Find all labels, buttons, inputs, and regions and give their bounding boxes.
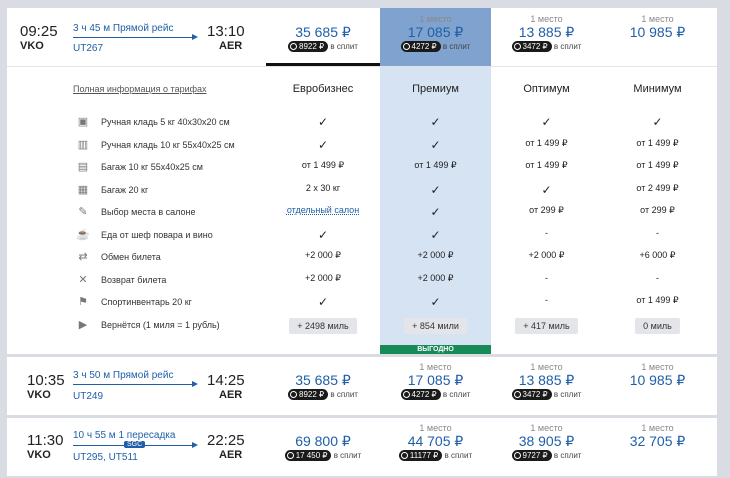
miles-icon: ▶	[78, 318, 88, 331]
feature-label: Ручная кладь 5 кг 40х30х20 см	[101, 117, 230, 127]
feature-value	[380, 295, 491, 309]
split-badge: 4272 ₽	[401, 389, 441, 400]
arrival-airport: AER	[219, 449, 243, 461]
feature-value: от 1 499 ₽	[301, 160, 345, 170]
feature-value	[266, 138, 380, 152]
feature-value	[266, 228, 380, 242]
price-cell-optimum[interactable]: 1 место 13 885 ₽ 3472 ₽ в сплит	[491, 362, 602, 400]
price-cell-optimum[interactable]: 1 место 13 885 ₽ 3472 ₽ в сплит	[491, 14, 602, 52]
price-cell-optimum[interactable]: 1 место 38 905 ₽ 9727 ₽ в сплит	[491, 423, 602, 461]
feature-value	[380, 228, 491, 242]
feature-value	[380, 138, 491, 152]
split-icon	[403, 43, 410, 50]
feature-row	[7, 292, 717, 314]
feature-value: -	[545, 227, 548, 238]
check-icon: ✓	[652, 115, 663, 129]
feature-label: Вернётся (1 миля = 1 рубль)	[101, 319, 220, 330]
feature-value: от 1 499 ₽	[414, 160, 457, 170]
divider	[7, 66, 717, 67]
feature-label: Багаж 10 кг 55х40х25 см	[101, 162, 203, 172]
price-cell-minimum[interactable]: 1 место 32 705 ₽	[629, 423, 686, 449]
feature-value: от 299 ₽	[529, 205, 564, 215]
route-line	[73, 37, 193, 38]
check-icon: ✓	[317, 227, 329, 242]
check-icon: ✓	[317, 137, 329, 152]
feature-value: +2 000 ₽	[304, 250, 341, 260]
feature-value: от 1 499 ₽	[636, 295, 679, 305]
feature-value: -	[656, 272, 659, 283]
tariffs-info-link[interactable]: Полная информация о тарифах	[73, 84, 207, 94]
miles-badge: + 2498 миль	[289, 318, 356, 334]
price: 13 885 ₽	[518, 24, 575, 40]
feature-value	[380, 205, 491, 219]
split-icon	[514, 43, 521, 50]
feature-value: +2 000 ₽	[417, 250, 454, 260]
flight-card-expanded	[7, 8, 717, 354]
flight-duration[interactable]: 3 ч 45 м Прямой рейс	[73, 23, 174, 34]
arrival-airport: AER	[219, 389, 243, 401]
split-badge: 8922 ₽	[288, 389, 328, 400]
feature-value	[491, 115, 602, 129]
feature-value: -	[545, 272, 548, 283]
price-cell-premium[interactable]: 1 место 17 085 ₽ 4272 ₽ в сплит	[380, 362, 491, 400]
departure-airport: VKO	[27, 389, 51, 401]
arrival-time: 14:25	[207, 372, 245, 389]
transfer-airport-badge: SGC	[124, 441, 145, 448]
price-cell-minimum[interactable]: 1 место 10 985 ₽	[629, 362, 686, 388]
feature-row	[7, 157, 717, 179]
luggage-icon: ▤	[77, 161, 89, 173]
fare-name-premium: Премиум	[412, 83, 459, 95]
split-badge: 3472 ₽	[512, 389, 552, 400]
check-icon: ✓	[541, 182, 552, 197]
split-icon	[287, 452, 294, 459]
feature-label: Еда от шеф повара и вино	[101, 229, 213, 240]
price-cell-eurobusiness[interactable]: 35 685 ₽ 8922 ₽ в сплит	[266, 362, 380, 400]
split-badge: 4272 ₽	[401, 41, 441, 52]
price: 35 685 ₽	[295, 24, 351, 40]
fare-name-minimum: Минимум	[633, 83, 682, 95]
check-icon: ✓	[430, 137, 441, 152]
split-icon	[514, 452, 521, 459]
arrival-time: 13:10	[207, 23, 245, 40]
route-arrow-icon	[192, 34, 198, 40]
feature-label: Багаж 20 кг	[101, 184, 149, 195]
price: 10 985 ₽	[629, 24, 686, 40]
check-icon: ✓	[430, 227, 441, 242]
feature-label: Спортинвентарь 20 кг	[101, 297, 192, 307]
departure-time: 10:35	[27, 372, 65, 389]
price-cell-premium[interactable]: 1 место 17 085 ₽ 4272 ₽ в сплит	[380, 14, 491, 52]
sport-icon: ⚑	[78, 296, 88, 308]
miles-badge: + 854 мили	[404, 318, 467, 334]
split-badge: 3472 ₽	[512, 41, 552, 52]
departure-time: 09:25	[20, 23, 58, 40]
departure-airport: VKO	[20, 40, 44, 52]
feature-value	[380, 115, 491, 129]
price-cell-eurobusiness[interactable]: 69 800 ₽ 17 450 ₽ в сплит	[266, 423, 380, 461]
fare-name-eurobusiness: Евробизнес	[292, 83, 354, 95]
feature-label: Выбор места в салоне	[101, 207, 196, 217]
check-icon: ✓	[430, 115, 441, 129]
split-badge: 8922 ₽	[288, 41, 328, 52]
feature-value: +2 000 ₽	[417, 272, 454, 283]
feature-value: +2 000 ₽	[528, 250, 565, 260]
feature-value	[602, 115, 713, 129]
price-cell-premium[interactable]: 1 место 44 705 ₽ 11177 ₽ в сплит	[380, 423, 491, 461]
feature-value: +2 000 ₽	[304, 272, 341, 283]
flight-card[interactable]	[7, 357, 717, 415]
price-cell-minimum[interactable]: 1 место 10 985 ₽	[602, 14, 713, 41]
feature-value: 2 х 30 кг	[305, 182, 341, 193]
feature-row	[7, 135, 717, 157]
feature-value: от 1 499 ₽	[636, 160, 679, 170]
split-badge: 9727 ₽	[512, 450, 552, 461]
feature-value	[266, 115, 380, 129]
arrival-airport: AER	[219, 40, 243, 52]
seat-icon: ✎	[78, 206, 88, 218]
feature-value: от 1 499 ₽	[525, 160, 568, 170]
exchange-icon: ⇄	[78, 251, 88, 263]
feature-row	[7, 225, 717, 247]
feature-row	[7, 315, 717, 337]
feature-row	[7, 202, 717, 224]
departure-time: 11:30	[27, 432, 64, 449]
feature-value	[380, 318, 491, 334]
luggage-large-icon: ▦	[77, 183, 89, 196]
flight-duration[interactable]: 3 ч 50 м Прямой рейс	[73, 370, 174, 381]
feature-value: -	[545, 295, 548, 305]
split-icon	[290, 391, 297, 398]
meal-icon: ☕	[76, 228, 90, 241]
check-icon: ✓	[541, 115, 552, 129]
price: 17 085 ₽	[407, 24, 464, 40]
feature-table	[7, 112, 717, 342]
check-icon: ✓	[430, 182, 441, 197]
flight-duration[interactable]: 10 ч 55 м 1 пересадка	[73, 430, 176, 441]
feature-label: Возврат билета	[101, 274, 167, 285]
route-line	[73, 384, 193, 385]
miles-badge: 0 миль	[635, 318, 680, 334]
feature-value: -	[656, 227, 659, 238]
check-icon: ✓	[317, 295, 329, 309]
check-icon: ✓	[317, 115, 329, 129]
check-icon: ✓	[430, 295, 441, 309]
feature-row	[7, 247, 717, 269]
split-icon	[514, 391, 521, 398]
feature-value	[266, 295, 380, 309]
feature-value	[380, 183, 491, 197]
departure-airport: VKO	[27, 449, 51, 461]
split-badge: 11177 ₽	[399, 450, 442, 461]
bag-medium-icon: ▥	[77, 138, 89, 151]
split-icon	[403, 391, 410, 398]
feature-row	[7, 270, 717, 292]
feature-value: от 299 ₽	[640, 205, 675, 215]
flight-number[interactable]: UT267	[73, 43, 104, 54]
feature-value: от 2 499 ₽	[636, 182, 679, 193]
feature-label: Обмен билета	[101, 252, 161, 262]
feature-value[interactable]	[266, 205, 380, 215]
split-icon	[290, 43, 297, 50]
feature-value	[491, 183, 602, 197]
arrival-time: 22:25	[207, 432, 245, 449]
route-arrow-icon	[192, 381, 198, 387]
feature-value	[491, 318, 602, 334]
feature-value	[602, 318, 713, 334]
refund-icon: ✕	[78, 273, 88, 286]
route-arrow-icon	[192, 442, 198, 448]
check-icon: ✓	[430, 205, 441, 219]
flight-card[interactable]	[7, 418, 717, 476]
split-icon	[401, 452, 408, 459]
flight-number[interactable]: UT249	[73, 391, 104, 402]
separate-cabin-link: отдельный салон	[286, 205, 360, 215]
feature-value: от 1 499 ₽	[525, 137, 568, 148]
feature-row	[7, 180, 717, 202]
feature-label: Ручная кладь 10 кг 55х40х25 см	[101, 139, 235, 150]
bag-small-icon: ▣	[77, 116, 89, 128]
flight-number[interactable]: UT295, UT511	[73, 452, 138, 463]
feature-row	[7, 112, 717, 134]
miles-badge: + 417 миль	[515, 318, 577, 334]
split-badge: 17 450 ₽	[285, 450, 332, 461]
feature-value: +6 000 ₽	[639, 250, 676, 260]
feature-value: от 1 499 ₽	[636, 137, 679, 148]
feature-value	[266, 318, 380, 334]
price-cell-eurobusiness[interactable]: 35 685 ₽ 8922 ₽ в сплит	[266, 14, 380, 52]
best-value-badge: ВЫГОДНО	[380, 345, 491, 354]
fare-name-optimum: Оптимум	[523, 83, 570, 95]
